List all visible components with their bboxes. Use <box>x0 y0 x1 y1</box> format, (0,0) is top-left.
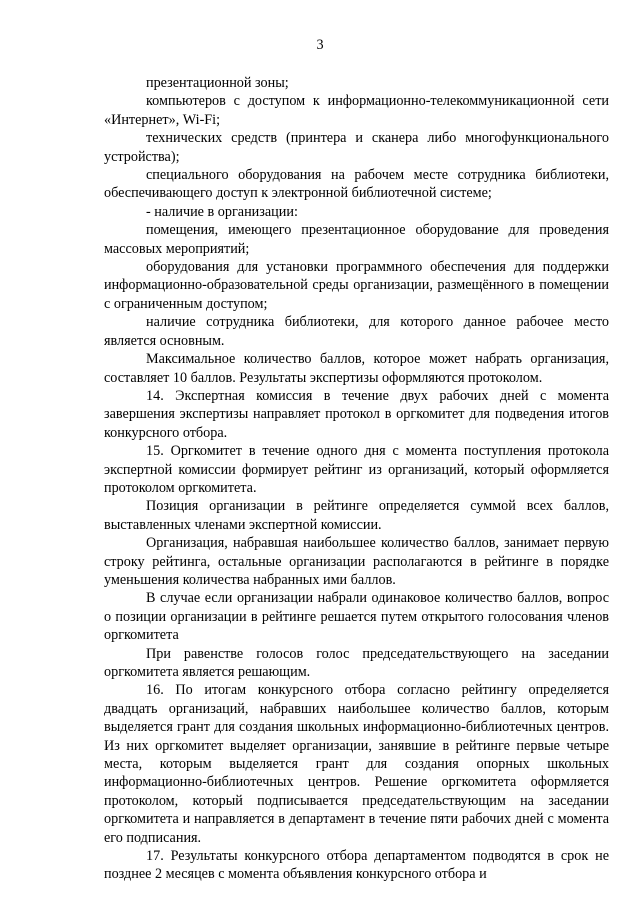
paragraph-max-score: Максимальное количество баллов, которое может набрать организация, составляет 10 баллов. Результаты экспертизы оформляются протоколом. <box>104 351 609 386</box>
page-number: 3 <box>316 37 324 53</box>
paragraph-special-equipment: специального оборудования на рабочем месте сотрудника библиотеки, обеспечивающего доступ к электронной библиотечной системе; <box>104 167 609 202</box>
paragraph-presentation-zone: презентационной зоны; <box>146 75 289 91</box>
paragraph-computers-internet: компьютеров с доступом к информационно-телекоммуникационной сети «Интернет», Wi-Fi; <box>104 93 609 128</box>
paragraph-software-equipment: оборудования для установки программного обеспечения для поддержки информационно-образовательной среды организации, размещённого в помещении с ограниченным доступом; <box>104 259 609 312</box>
document-body <box>104 74 609 884</box>
paragraph-item-15: 15. Оргкомитет в течение одного дня с момента поступления протокола экспертной комиссии формирует рейтинг из организаций, который оформляется протоколом оргкомитета. <box>104 443 609 496</box>
paragraph-rating-position: Позиция организации в рейтинге определяется суммой всех баллов, выставленных членами экспертной комиссии. <box>104 498 609 533</box>
paragraph-item-16: 16. По итогам конкурсного отбора согласно рейтингу определяется двадцать организаций, набравших наибольшее количество баллов, которым выделяется грант для создания школьных информационно-библиотечных центров. Из них оргкомитет выделяет организации, занявшие в рейтинге первые четыре места, которым выделяется грант для создания опорных школьных информационно-библиотечных центров. Решение оргкомитета оформляется протоколом, который подписывается председательствующим на заседании оргкомитета и направляется в департамент в течение пяти рабочих дней с момента его подписания. <box>104 682 609 846</box>
paragraph-library-staff: наличие сотрудника библиотеки, для которого данное рабочее место является основным. <box>104 314 609 349</box>
paragraph-availability-heading: - наличие в организации: <box>146 203 298 220</box>
paragraph-presentation-room: помещения, имеющего презентационное оборудование для проведения массовых мероприятий; <box>104 222 609 257</box>
paragraph-technical-means: технических средств (принтера и сканера либо многофункционального устройства); <box>104 130 609 165</box>
paragraph-item-14: 14. Экспертная комиссия в течение двух рабочих дней с момента завершения экспертизы направляет протокол в оргкомитет для подведения итогов конкурсного отбора. <box>104 387 609 441</box>
paragraph-tie-vote: При равенстве голосов голос председательствующего на заседании оргкомитета является решающим. <box>104 645 609 680</box>
paragraph-equal-scores: В случае если организации набрали одинаковое количество баллов, вопрос о позиции организации в рейтинге решается путем открытого голосования членов оргкомитета <box>104 590 609 644</box>
paragraph-item-17: 17. Результаты конкурсного отбора департаментом подводятся в срок не позднее 2 месяцев с момента объявления конкурсного отбора и <box>104 848 609 883</box>
paragraph-top-organization: Организация, набравшая наибольшее количество баллов, занимает первую строку рейтинга, остальные организации располагаются в рейтинге в порядке уменьшения количества набранных ими баллов. <box>104 535 609 588</box>
